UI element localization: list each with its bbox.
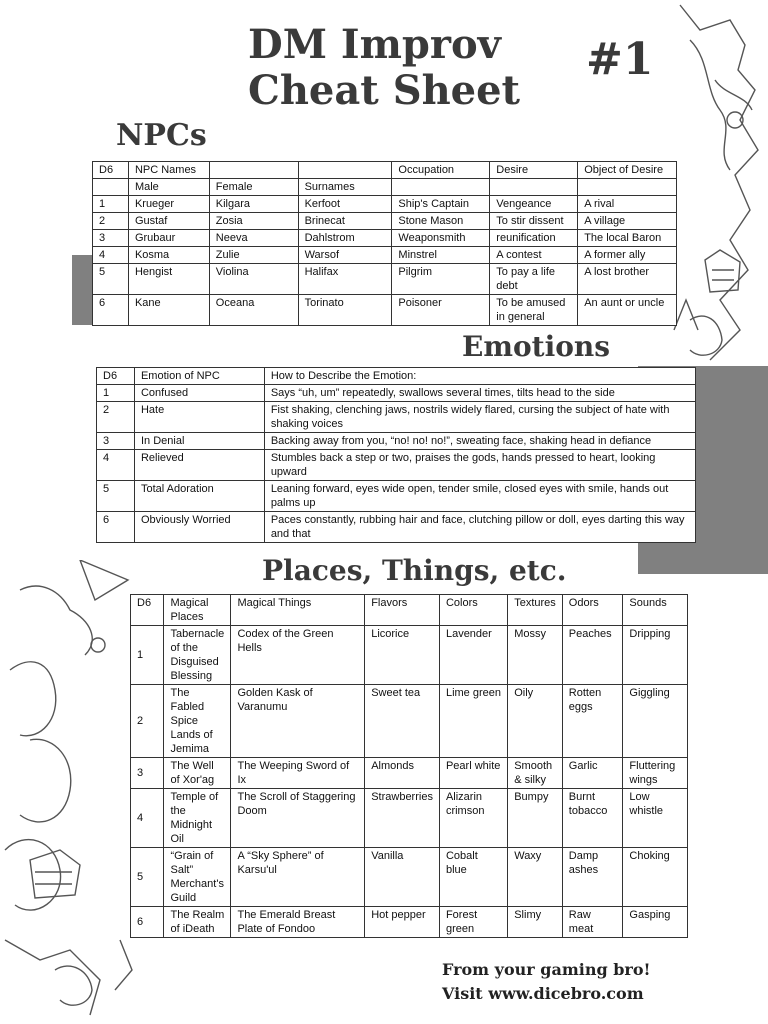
table-cell: Temple of the Midnight Oil bbox=[164, 789, 231, 848]
table-cell: Female bbox=[209, 179, 298, 196]
table-cell bbox=[392, 179, 490, 196]
table-cell: The Scroll of Staggering Doom bbox=[231, 789, 365, 848]
footer bbox=[442, 958, 651, 1006]
table-cell: Textures bbox=[508, 595, 563, 626]
table-row bbox=[131, 907, 688, 938]
table-cell: Fluttering wings bbox=[623, 758, 688, 789]
table-cell: Gustaf bbox=[128, 213, 209, 230]
table-cell: Sounds bbox=[623, 595, 688, 626]
table-cell: 5 bbox=[131, 848, 164, 907]
table-cell: 3 bbox=[131, 758, 164, 789]
table-cell: Object of Desire bbox=[578, 162, 677, 179]
table-row bbox=[93, 295, 677, 326]
table-cell: Kerfoot bbox=[298, 196, 392, 213]
table-cell: Poisoner bbox=[392, 295, 490, 326]
table-cell: Relieved bbox=[134, 450, 264, 481]
table-cell: Bumpy bbox=[508, 789, 563, 848]
table-header-row bbox=[93, 179, 677, 196]
table-cell: Odors bbox=[562, 595, 623, 626]
table-cell: Giggling bbox=[623, 685, 688, 758]
table-cell: 6 bbox=[93, 295, 129, 326]
npc-table bbox=[92, 161, 677, 326]
table-cell: Golden Kask of Varanumu bbox=[231, 685, 365, 758]
table-cell: 1 bbox=[93, 196, 129, 213]
table-cell: The Realm of iDeath bbox=[164, 907, 231, 938]
table-cell: Minstrel bbox=[392, 247, 490, 264]
table-cell: Colors bbox=[439, 595, 507, 626]
table-cell: Vengeance bbox=[490, 196, 578, 213]
table-row bbox=[131, 758, 688, 789]
footer-line: From your gaming bro! bbox=[442, 960, 651, 979]
table-cell: Sweet tea bbox=[365, 685, 440, 758]
table-cell: Ship's Captain bbox=[392, 196, 490, 213]
table-cell: Backing away from you, “no! no! no!”, sweating face, shaking head in defiance bbox=[264, 433, 695, 450]
table-cell: How to Describe the Emotion: bbox=[264, 368, 695, 385]
table-cell: A former ally bbox=[578, 247, 677, 264]
table-cell: NPC Names bbox=[128, 162, 209, 179]
table-cell: The Fabled Spice Lands of Jemima bbox=[164, 685, 231, 758]
table-cell: Kilgara bbox=[209, 196, 298, 213]
table-cell: The local Baron bbox=[578, 230, 677, 247]
section-heading-npcs: NPCs bbox=[116, 118, 207, 153]
page-title bbox=[248, 22, 520, 114]
table-cell: Smooth & silky bbox=[508, 758, 563, 789]
places-table bbox=[130, 594, 688, 938]
table-cell: Male bbox=[128, 179, 209, 196]
table-cell: Alizarin crimson bbox=[439, 789, 507, 848]
sheet-number: #1 bbox=[586, 34, 654, 85]
table-cell: 6 bbox=[131, 907, 164, 938]
table-cell: 1 bbox=[97, 385, 135, 402]
section-heading-emotions: Emotions bbox=[462, 330, 611, 363]
emotions-table bbox=[96, 367, 696, 543]
table-cell bbox=[578, 179, 677, 196]
table-cell: Hengist bbox=[128, 264, 209, 295]
title-line: Cheat Sheet bbox=[248, 67, 521, 114]
table-cell: Strawberries bbox=[365, 789, 440, 848]
table-header-row bbox=[93, 162, 677, 179]
table-cell: 4 bbox=[97, 450, 135, 481]
table-cell: 5 bbox=[97, 481, 135, 512]
table-cell: Kosma bbox=[128, 247, 209, 264]
table-cell: Waxy bbox=[508, 848, 563, 907]
table-row bbox=[97, 481, 696, 512]
table-cell: 4 bbox=[93, 247, 129, 264]
table-row bbox=[131, 685, 688, 758]
table-row bbox=[97, 433, 696, 450]
table-cell: Emotion of NPC bbox=[134, 368, 264, 385]
table-cell: 2 bbox=[97, 402, 135, 433]
footer-line-website: Visit www.dicebro.com bbox=[442, 984, 644, 1003]
table-cell: Pearl white bbox=[439, 758, 507, 789]
table-cell: Choking bbox=[623, 848, 688, 907]
table-cell: Mossy bbox=[508, 626, 563, 685]
table-cell: Hate bbox=[134, 402, 264, 433]
table-cell: A village bbox=[578, 213, 677, 230]
table-cell: Cobalt blue bbox=[439, 848, 507, 907]
table-cell bbox=[209, 162, 298, 179]
table-cell: Gasping bbox=[623, 907, 688, 938]
table-cell: reunification bbox=[490, 230, 578, 247]
table-cell: Slimy bbox=[508, 907, 563, 938]
table-cell: The Emerald Breast Plate of Fondoo bbox=[231, 907, 365, 938]
table-cell: Licorice bbox=[365, 626, 440, 685]
table-row bbox=[97, 450, 696, 481]
table-row bbox=[97, 512, 696, 543]
table-cell: Almonds bbox=[365, 758, 440, 789]
table-cell: Flavors bbox=[365, 595, 440, 626]
table-cell: Dahlstrom bbox=[298, 230, 392, 247]
table-cell: Krueger bbox=[128, 196, 209, 213]
table-cell: Warsof bbox=[298, 247, 392, 264]
table-cell bbox=[490, 179, 578, 196]
table-cell: A rival bbox=[578, 196, 677, 213]
table-cell: D6 bbox=[93, 162, 129, 179]
table-cell: A “Sky Sphere” of Karsu'ul bbox=[231, 848, 365, 907]
table-cell: Paces constantly, rubbing hair and face, clutching pillow or doll, eyes darting this way and that bbox=[264, 512, 695, 543]
table-cell: Kane bbox=[128, 295, 209, 326]
table-cell: Weaponsmith bbox=[392, 230, 490, 247]
table-cell: Surnames bbox=[298, 179, 392, 196]
table-row bbox=[131, 789, 688, 848]
table-cell: 2 bbox=[131, 685, 164, 758]
table-cell: 3 bbox=[93, 230, 129, 247]
table-cell: An aunt or uncle bbox=[578, 295, 677, 326]
table-cell bbox=[93, 179, 129, 196]
title-line: DM Improv bbox=[248, 21, 501, 68]
table-cell: Leaning forward, eyes wide open, tender smile, closed eyes with smile, hands out palms up bbox=[264, 481, 695, 512]
table-cell: Burnt tobacco bbox=[562, 789, 623, 848]
table-cell: Occupation bbox=[392, 162, 490, 179]
table-cell: Hot pepper bbox=[365, 907, 440, 938]
table-header-row bbox=[97, 368, 696, 385]
table-cell: Torinato bbox=[298, 295, 392, 326]
table-cell: “Grain of Salt” Merchant's Guild bbox=[164, 848, 231, 907]
table-cell: Codex of the Green Hells bbox=[231, 626, 365, 685]
table-cell: Confused bbox=[134, 385, 264, 402]
table-cell: 6 bbox=[97, 512, 135, 543]
table-row bbox=[93, 196, 677, 213]
table-cell: 1 bbox=[131, 626, 164, 685]
table-cell: To stir dissent bbox=[490, 213, 578, 230]
table-row bbox=[97, 402, 696, 433]
table-cell: In Denial bbox=[134, 433, 264, 450]
table-cell: 5 bbox=[93, 264, 129, 295]
table-cell: 4 bbox=[131, 789, 164, 848]
table-cell: Damp ashes bbox=[562, 848, 623, 907]
table-cell: 3 bbox=[97, 433, 135, 450]
table-cell: Stumbles back a step or two, praises the gods, hands pressed to heart, looking upward bbox=[264, 450, 695, 481]
table-cell: Total Adoration bbox=[134, 481, 264, 512]
table-cell: D6 bbox=[131, 595, 164, 626]
table-cell: Pilgrim bbox=[392, 264, 490, 295]
table-cell: Halifax bbox=[298, 264, 392, 295]
table-cell: A contest bbox=[490, 247, 578, 264]
table-cell: Garlic bbox=[562, 758, 623, 789]
table-row bbox=[93, 247, 677, 264]
table-cell: Stone Mason bbox=[392, 213, 490, 230]
table-row bbox=[131, 848, 688, 907]
table-cell: A lost brother bbox=[578, 264, 677, 295]
table-cell: Desire bbox=[490, 162, 578, 179]
table-cell: Magical Things bbox=[231, 595, 365, 626]
table-cell: Tabernacle of the Disguised Blessing bbox=[164, 626, 231, 685]
table-header-row bbox=[131, 595, 688, 626]
table-cell: Lavender bbox=[439, 626, 507, 685]
table-row bbox=[93, 264, 677, 295]
table-cell: To be amused in general bbox=[490, 295, 578, 326]
table-cell: To pay a life debt bbox=[490, 264, 578, 295]
table-cell bbox=[298, 162, 392, 179]
table-cell: Low whistle bbox=[623, 789, 688, 848]
wizard-illustration-left bbox=[0, 560, 135, 1024]
table-cell: Obviously Worried bbox=[134, 512, 264, 543]
table-row bbox=[97, 385, 696, 402]
table-cell: Dripping bbox=[623, 626, 688, 685]
table-cell: D6 bbox=[97, 368, 135, 385]
section-heading-places: Places, Things, etc. bbox=[262, 554, 567, 587]
table-cell: The Well of Xor'ag bbox=[164, 758, 231, 789]
table-row bbox=[93, 230, 677, 247]
table-row bbox=[93, 213, 677, 230]
table-cell: Fist shaking, clenching jaws, nostrils widely flared, cursing the subject of hate with shaking voices bbox=[264, 402, 695, 433]
table-cell: Forest green bbox=[439, 907, 507, 938]
table-cell: Oceana bbox=[209, 295, 298, 326]
table-cell: Grubaur bbox=[128, 230, 209, 247]
table-cell: Peaches bbox=[562, 626, 623, 685]
table-cell: Zulie bbox=[209, 247, 298, 264]
table-cell: Violina bbox=[209, 264, 298, 295]
table-cell: 2 bbox=[93, 213, 129, 230]
table-cell: Says “uh, um” repeatedly, swallows several times, tilts head to the side bbox=[264, 385, 695, 402]
table-cell: The Weeping Sword of Ix bbox=[231, 758, 365, 789]
table-cell: Rotten eggs bbox=[562, 685, 623, 758]
table-cell: Oily bbox=[508, 685, 563, 758]
table-cell: Brinecat bbox=[298, 213, 392, 230]
table-cell: Raw meat bbox=[562, 907, 623, 938]
table-cell: Neeva bbox=[209, 230, 298, 247]
table-cell: Lime green bbox=[439, 685, 507, 758]
table-cell: Zosia bbox=[209, 213, 298, 230]
table-cell: Magical Places bbox=[164, 595, 231, 626]
table-cell: Vanilla bbox=[365, 848, 440, 907]
table-row bbox=[131, 626, 688, 685]
